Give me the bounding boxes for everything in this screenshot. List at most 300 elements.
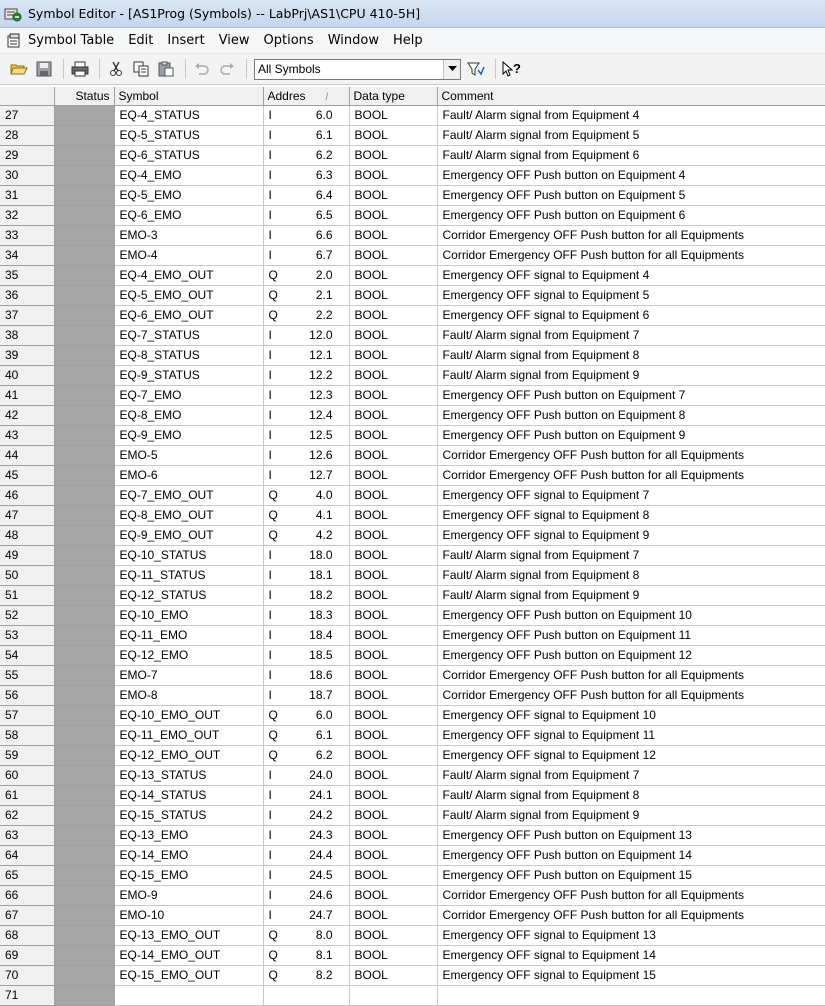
row-number[interactable]: 32: [0, 205, 54, 225]
address-cell[interactable]: [263, 625, 349, 645]
data-type-cell[interactable]: BOOL: [349, 485, 437, 505]
symbol-cell[interactable]: EQ-6_EMO: [114, 205, 263, 225]
context-help-icon[interactable]: [501, 58, 523, 80]
comment-cell[interactable]: Emergency OFF signal to Equipment 11: [437, 725, 825, 745]
comment-cell[interactable]: Emergency OFF signal to Equipment 4: [437, 265, 825, 285]
symbol-cell[interactable]: EQ-15_EMO: [114, 865, 263, 885]
table-row[interactable]: [0, 245, 825, 265]
comment-cell[interactable]: Fault/ Alarm signal from Equipment 8: [437, 785, 825, 805]
status-cell[interactable]: [54, 965, 114, 985]
table-row[interactable]: [0, 185, 825, 205]
address-cell[interactable]: [263, 785, 349, 805]
status-cell[interactable]: [54, 825, 114, 845]
symbol-cell[interactable]: EQ-9_STATUS: [114, 365, 263, 385]
status-cell[interactable]: [54, 645, 114, 665]
data-type-cell[interactable]: BOOL: [349, 425, 437, 445]
address-cell[interactable]: [263, 805, 349, 825]
chevron-down-icon[interactable]: [443, 60, 460, 79]
comment-cell[interactable]: Emergency OFF Push button on Equipment 4: [437, 165, 825, 185]
row-number[interactable]: 47: [0, 505, 54, 525]
address-cell[interactable]: [263, 425, 349, 445]
data-type-cell[interactable]: BOOL: [349, 785, 437, 805]
status-cell[interactable]: [54, 725, 114, 745]
address-cell[interactable]: [263, 645, 349, 665]
address-cell[interactable]: [263, 305, 349, 325]
comment-cell[interactable]: Emergency OFF Push button on Equipment 6: [437, 205, 825, 225]
data-type-cell[interactable]: BOOL: [349, 305, 437, 325]
row-number[interactable]: 41: [0, 385, 54, 405]
comment-cell[interactable]: Emergency OFF Push button on Equipment 7: [437, 385, 825, 405]
address-cell[interactable]: [263, 125, 349, 145]
symbol-cell[interactable]: EQ-14_EMO: [114, 845, 263, 865]
row-number[interactable]: 49: [0, 545, 54, 565]
data-type-cell[interactable]: BOOL: [349, 885, 437, 905]
comment-cell[interactable]: Fault/ Alarm signal from Equipment 7: [437, 765, 825, 785]
comment-cell[interactable]: Emergency OFF signal to Equipment 10: [437, 705, 825, 725]
address-cell[interactable]: [263, 445, 349, 465]
symbol-cell[interactable]: EQ-14_STATUS: [114, 785, 263, 805]
status-cell[interactable]: [54, 785, 114, 805]
table-row[interactable]: [0, 565, 825, 585]
comment-cell[interactable]: Fault/ Alarm signal from Equipment 8: [437, 565, 825, 585]
print-icon[interactable]: [69, 58, 91, 80]
column-header-symbol[interactable]: [114, 87, 263, 105]
data-type-cell[interactable]: BOOL: [349, 445, 437, 465]
symbol-cell[interactable]: EMO-7: [114, 665, 263, 685]
row-number[interactable]: 28: [0, 125, 54, 145]
symbol-cell[interactable]: EQ-12_STATUS: [114, 585, 263, 605]
menu-insert[interactable]: Insert: [167, 33, 205, 48]
symbol-cell[interactable]: EQ-12_EMO: [114, 645, 263, 665]
comment-cell[interactable]: Emergency OFF Push button on Equipment 15: [437, 865, 825, 885]
symbol-cell[interactable]: EMO-6: [114, 465, 263, 485]
document-icon[interactable]: [6, 33, 22, 49]
table-row[interactable]: [0, 685, 825, 705]
table-row[interactable]: [0, 645, 825, 665]
comment-cell[interactable]: Corridor Emergency OFF Push button for all Equipments: [437, 465, 825, 485]
comment-cell[interactable]: Emergency OFF Push button on Equipment 11: [437, 625, 825, 645]
status-cell[interactable]: [54, 105, 114, 125]
comment-cell[interactable]: Emergency OFF signal to Equipment 8: [437, 505, 825, 525]
status-cell[interactable]: [54, 865, 114, 885]
table-row[interactable]: [0, 665, 825, 685]
menu-window[interactable]: Window: [327, 33, 379, 48]
table-row[interactable]: [0, 385, 825, 405]
data-type-cell[interactable]: BOOL: [349, 965, 437, 985]
table-row[interactable]: [0, 625, 825, 645]
symbol-cell[interactable]: EQ-11_STATUS: [114, 565, 263, 585]
data-type-cell[interactable]: [349, 985, 437, 1005]
symbol-cell[interactable]: EQ-8_EMO_OUT: [114, 505, 263, 525]
status-cell[interactable]: [54, 465, 114, 485]
data-type-cell[interactable]: BOOL: [349, 705, 437, 725]
data-type-cell[interactable]: BOOL: [349, 745, 437, 765]
table-row[interactable]: [0, 105, 825, 125]
status-cell[interactable]: [54, 685, 114, 705]
symbol-cell[interactable]: EQ-12_EMO_OUT: [114, 745, 263, 765]
address-cell[interactable]: [263, 745, 349, 765]
data-type-cell[interactable]: BOOL: [349, 165, 437, 185]
comment-cell[interactable]: Corridor Emergency OFF Push button for all Equipments: [437, 225, 825, 245]
status-cell[interactable]: [54, 545, 114, 565]
symbol-cell[interactable]: EQ-8_EMO: [114, 405, 263, 425]
status-cell[interactable]: [54, 345, 114, 365]
address-cell[interactable]: [263, 285, 349, 305]
data-type-cell[interactable]: BOOL: [349, 505, 437, 525]
comment-cell[interactable]: Emergency OFF Push button on Equipment 9: [437, 425, 825, 445]
symbol-cell[interactable]: EQ-8_STATUS: [114, 345, 263, 365]
status-cell[interactable]: [54, 625, 114, 645]
symbol-cell[interactable]: EQ-4_EMO: [114, 165, 263, 185]
symbol-cell[interactable]: EQ-13_EMO: [114, 825, 263, 845]
data-type-cell[interactable]: BOOL: [349, 685, 437, 705]
table-row[interactable]: [0, 165, 825, 185]
status-cell[interactable]: [54, 605, 114, 625]
data-type-cell[interactable]: BOOL: [349, 765, 437, 785]
row-number[interactable]: 27: [0, 105, 54, 125]
comment-cell[interactable]: Fault/ Alarm signal from Equipment 4: [437, 105, 825, 125]
status-cell[interactable]: [54, 125, 114, 145]
table-row[interactable]: [0, 605, 825, 625]
table-row[interactable]: [0, 705, 825, 725]
address-cell[interactable]: [263, 465, 349, 485]
column-header-data-type[interactable]: [349, 87, 437, 105]
table-row[interactable]: [0, 505, 825, 525]
comment-cell[interactable]: Fault/ Alarm signal from Equipment 9: [437, 805, 825, 825]
comment-cell[interactable]: Emergency OFF Push button on Equipment 8: [437, 405, 825, 425]
row-number[interactable]: 52: [0, 605, 54, 625]
table-row[interactable]: [0, 365, 825, 385]
comment-cell[interactable]: Emergency OFF signal to Equipment 5: [437, 285, 825, 305]
table-row[interactable]: [0, 985, 825, 1005]
status-cell[interactable]: [54, 585, 114, 605]
table-row[interactable]: [0, 785, 825, 805]
row-number[interactable]: 45: [0, 465, 54, 485]
row-number[interactable]: 33: [0, 225, 54, 245]
data-type-cell[interactable]: BOOL: [349, 725, 437, 745]
table-row[interactable]: [0, 145, 825, 165]
data-type-cell[interactable]: BOOL: [349, 905, 437, 925]
address-cell[interactable]: [263, 565, 349, 585]
comment-cell[interactable]: Fault/ Alarm signal from Equipment 6: [437, 145, 825, 165]
data-type-cell[interactable]: BOOL: [349, 245, 437, 265]
address-cell[interactable]: [263, 885, 349, 905]
undo-icon[interactable]: [191, 58, 213, 80]
symbol-cell[interactable]: EMO-8: [114, 685, 263, 705]
row-number[interactable]: 35: [0, 265, 54, 285]
symbol-cell[interactable]: EMO-5: [114, 445, 263, 465]
symbol-filter-select[interactable]: [254, 59, 461, 80]
status-cell[interactable]: [54, 485, 114, 505]
status-cell[interactable]: [54, 665, 114, 685]
table-row[interactable]: [0, 885, 825, 905]
address-cell[interactable]: [263, 225, 349, 245]
column-header-address[interactable]: [263, 87, 349, 105]
comment-cell[interactable]: Emergency OFF Push button on Equipment 13: [437, 825, 825, 845]
data-type-cell[interactable]: BOOL: [349, 185, 437, 205]
comment-cell[interactable]: Emergency OFF Push button on Equipment 12: [437, 645, 825, 665]
data-type-cell[interactable]: BOOL: [349, 325, 437, 345]
table-row[interactable]: [0, 925, 825, 945]
address-cell[interactable]: [263, 505, 349, 525]
status-cell[interactable]: [54, 905, 114, 925]
address-cell[interactable]: [263, 485, 349, 505]
address-cell[interactable]: [263, 205, 349, 225]
symbol-cell[interactable]: EQ-6_STATUS: [114, 145, 263, 165]
data-type-cell[interactable]: BOOL: [349, 365, 437, 385]
status-cell[interactable]: [54, 745, 114, 765]
row-number[interactable]: 53: [0, 625, 54, 645]
status-cell[interactable]: [54, 925, 114, 945]
table-row[interactable]: [0, 945, 825, 965]
comment-cell[interactable]: Fault/ Alarm signal from Equipment 8: [437, 345, 825, 365]
status-cell[interactable]: [54, 145, 114, 165]
row-number[interactable]: 59: [0, 745, 54, 765]
menu-view[interactable]: View: [218, 33, 250, 48]
status-cell[interactable]: [54, 845, 114, 865]
data-type-cell[interactable]: BOOL: [349, 225, 437, 245]
comment-cell[interactable]: Corridor Emergency OFF Push button for all Equipments: [437, 905, 825, 925]
address-cell[interactable]: [263, 525, 349, 545]
status-cell[interactable]: [54, 265, 114, 285]
filter-icon[interactable]: [465, 58, 487, 80]
table-row[interactable]: [0, 765, 825, 785]
symbol-cell[interactable]: EQ-4_EMO_OUT: [114, 265, 263, 285]
row-number[interactable]: 34: [0, 245, 54, 265]
save-icon[interactable]: [33, 58, 55, 80]
row-number[interactable]: 31: [0, 185, 54, 205]
table-row[interactable]: [0, 125, 825, 145]
column-header-status[interactable]: [54, 87, 114, 105]
table-row[interactable]: [0, 545, 825, 565]
comment-cell[interactable]: Emergency OFF signal to Equipment 13: [437, 925, 825, 945]
table-row[interactable]: [0, 825, 825, 845]
address-cell[interactable]: [263, 145, 349, 165]
address-cell[interactable]: [263, 385, 349, 405]
symbol-cell[interactable]: EQ-13_STATUS: [114, 765, 263, 785]
symbol-cell[interactable]: EQ-9_EMO: [114, 425, 263, 445]
row-number[interactable]: 37: [0, 305, 54, 325]
address-cell[interactable]: [263, 925, 349, 945]
symbol-cell[interactable]: EQ-14_EMO_OUT: [114, 945, 263, 965]
address-cell[interactable]: [263, 105, 349, 125]
status-cell[interactable]: [54, 765, 114, 785]
data-type-cell[interactable]: BOOL: [349, 825, 437, 845]
address-cell[interactable]: [263, 585, 349, 605]
table-row[interactable]: [0, 745, 825, 765]
row-number[interactable]: 36: [0, 285, 54, 305]
row-number[interactable]: 68: [0, 925, 54, 945]
table-row[interactable]: [0, 325, 825, 345]
data-type-cell[interactable]: BOOL: [349, 585, 437, 605]
address-cell[interactable]: [263, 165, 349, 185]
comment-cell[interactable]: Fault/ Alarm signal from Equipment 7: [437, 325, 825, 345]
symbol-cell[interactable]: EQ-7_STATUS: [114, 325, 263, 345]
symbol-cell[interactable]: EQ-5_EMO: [114, 185, 263, 205]
table-row[interactable]: [0, 345, 825, 365]
comment-cell[interactable]: Emergency OFF Push button on Equipment 10: [437, 605, 825, 625]
symbol-cell[interactable]: EQ-15_EMO_OUT: [114, 965, 263, 985]
address-cell[interactable]: [263, 825, 349, 845]
data-type-cell[interactable]: BOOL: [349, 545, 437, 565]
redo-icon[interactable]: [216, 58, 238, 80]
row-number[interactable]: 56: [0, 685, 54, 705]
address-cell[interactable]: [263, 685, 349, 705]
address-cell[interactable]: [263, 965, 349, 985]
symbol-cell[interactable]: EQ-7_EMO_OUT: [114, 485, 263, 505]
status-cell[interactable]: [54, 885, 114, 905]
status-cell[interactable]: [54, 165, 114, 185]
address-cell[interactable]: [263, 725, 349, 745]
symbol-cell[interactable]: EQ-9_EMO_OUT: [114, 525, 263, 545]
row-number[interactable]: 66: [0, 885, 54, 905]
row-number[interactable]: 67: [0, 905, 54, 925]
comment-cell[interactable]: Emergency OFF signal to Equipment 12: [437, 745, 825, 765]
row-number[interactable]: 71: [0, 985, 54, 1005]
table-row[interactable]: [0, 405, 825, 425]
table-row[interactable]: [0, 725, 825, 745]
comment-cell[interactable]: Fault/ Alarm signal from Equipment 9: [437, 365, 825, 385]
table-row[interactable]: [0, 285, 825, 305]
data-type-cell[interactable]: BOOL: [349, 465, 437, 485]
data-type-cell[interactable]: BOOL: [349, 125, 437, 145]
status-cell[interactable]: [54, 705, 114, 725]
row-number[interactable]: 50: [0, 565, 54, 585]
row-number[interactable]: 70: [0, 965, 54, 985]
data-type-cell[interactable]: BOOL: [349, 665, 437, 685]
menu-edit[interactable]: Edit: [128, 33, 154, 48]
symbol-cell[interactable]: EQ-4_STATUS: [114, 105, 263, 125]
row-number[interactable]: 55: [0, 665, 54, 685]
status-cell[interactable]: [54, 805, 114, 825]
row-number[interactable]: 30: [0, 165, 54, 185]
data-type-cell[interactable]: BOOL: [349, 405, 437, 425]
data-type-cell[interactable]: BOOL: [349, 145, 437, 165]
comment-cell[interactable]: Corridor Emergency OFF Push button for all Equipments: [437, 885, 825, 905]
comment-cell[interactable]: Emergency OFF signal to Equipment 14: [437, 945, 825, 965]
data-type-cell[interactable]: BOOL: [349, 345, 437, 365]
status-cell[interactable]: [54, 205, 114, 225]
row-number[interactable]: 57: [0, 705, 54, 725]
status-cell[interactable]: [54, 305, 114, 325]
row-number[interactable]: 64: [0, 845, 54, 865]
data-type-cell[interactable]: BOOL: [349, 625, 437, 645]
address-cell[interactable]: [263, 665, 349, 685]
row-number[interactable]: 29: [0, 145, 54, 165]
symbol-cell[interactable]: EQ-11_EMO: [114, 625, 263, 645]
data-type-cell[interactable]: BOOL: [349, 605, 437, 625]
table-row[interactable]: [0, 805, 825, 825]
table-row[interactable]: [0, 965, 825, 985]
row-number[interactable]: 62: [0, 805, 54, 825]
row-number[interactable]: 40: [0, 365, 54, 385]
symbol-cell[interactable]: EQ-10_EMO: [114, 605, 263, 625]
copy-icon[interactable]: [130, 58, 152, 80]
address-cell[interactable]: [263, 405, 349, 425]
status-cell[interactable]: [54, 445, 114, 465]
row-number-header[interactable]: [0, 87, 54, 105]
address-cell[interactable]: [263, 185, 349, 205]
comment-cell[interactable]: Corridor Emergency OFF Push button for all Equipments: [437, 665, 825, 685]
row-number[interactable]: 60: [0, 765, 54, 785]
symbol-cell[interactable]: EQ-6_EMO_OUT: [114, 305, 263, 325]
address-cell[interactable]: [263, 845, 349, 865]
comment-cell[interactable]: Fault/ Alarm signal from Equipment 5: [437, 125, 825, 145]
status-cell[interactable]: [54, 565, 114, 585]
status-cell[interactable]: [54, 425, 114, 445]
comment-cell[interactable]: Emergency OFF Push button on Equipment 14: [437, 845, 825, 865]
table-row[interactable]: [0, 265, 825, 285]
symbol-cell[interactable]: EQ-11_EMO_OUT: [114, 725, 263, 745]
comment-cell[interactable]: Corridor Emergency OFF Push button for all Equipments: [437, 445, 825, 465]
menu-help[interactable]: Help: [392, 33, 423, 48]
address-cell[interactable]: [263, 605, 349, 625]
comment-cell[interactable]: Corridor Emergency OFF Push button for all Equipments: [437, 245, 825, 265]
status-cell[interactable]: [54, 505, 114, 525]
table-row[interactable]: [0, 485, 825, 505]
table-row[interactable]: [0, 465, 825, 485]
comment-cell[interactable]: Emergency OFF signal to Equipment 6: [437, 305, 825, 325]
comment-cell[interactable]: Emergency OFF signal to Equipment 7: [437, 485, 825, 505]
symbol-cell[interactable]: [114, 985, 263, 1005]
paste-icon[interactable]: [155, 58, 177, 80]
row-number[interactable]: 51: [0, 585, 54, 605]
data-type-cell[interactable]: BOOL: [349, 105, 437, 125]
status-cell[interactable]: [54, 325, 114, 345]
symbol-cell[interactable]: EMO-9: [114, 885, 263, 905]
symbol-cell[interactable]: EMO-3: [114, 225, 263, 245]
table-row[interactable]: [0, 225, 825, 245]
symbol-cell[interactable]: EQ-10_STATUS: [114, 545, 263, 565]
data-type-cell[interactable]: BOOL: [349, 865, 437, 885]
comment-cell[interactable]: Corridor Emergency OFF Push button for all Equipments: [437, 685, 825, 705]
data-type-cell[interactable]: BOOL: [349, 565, 437, 585]
row-number[interactable]: 43: [0, 425, 54, 445]
row-number[interactable]: 61: [0, 785, 54, 805]
row-number[interactable]: 39: [0, 345, 54, 365]
symbol-cell[interactable]: EMO-4: [114, 245, 263, 265]
menu-symbol-table[interactable]: Symbol Table: [28, 33, 115, 48]
address-cell[interactable]: [263, 245, 349, 265]
address-cell[interactable]: [263, 865, 349, 885]
table-row[interactable]: [0, 845, 825, 865]
row-number[interactable]: 48: [0, 525, 54, 545]
status-cell[interactable]: [54, 225, 114, 245]
status-cell[interactable]: [54, 405, 114, 425]
symbol-cell[interactable]: EQ-15_STATUS: [114, 805, 263, 825]
table-row[interactable]: [0, 585, 825, 605]
table-row[interactable]: [0, 905, 825, 925]
menu-options[interactable]: Options: [263, 33, 314, 48]
data-type-cell[interactable]: BOOL: [349, 845, 437, 865]
row-number[interactable]: 38: [0, 325, 54, 345]
table-row[interactable]: [0, 425, 825, 445]
comment-cell[interactable]: [437, 985, 825, 1005]
row-number[interactable]: 69: [0, 945, 54, 965]
address-cell[interactable]: [263, 985, 349, 1005]
cut-icon[interactable]: [105, 58, 127, 80]
address-cell[interactable]: [263, 765, 349, 785]
table-row[interactable]: [0, 865, 825, 885]
address-cell[interactable]: [263, 545, 349, 565]
comment-cell[interactable]: Emergency OFF signal to Equipment 9: [437, 525, 825, 545]
table-row[interactable]: [0, 305, 825, 325]
data-type-cell[interactable]: BOOL: [349, 285, 437, 305]
comment-cell[interactable]: Fault/ Alarm signal from Equipment 7: [437, 545, 825, 565]
data-type-cell[interactable]: BOOL: [349, 205, 437, 225]
symbol-cell[interactable]: EQ-5_STATUS: [114, 125, 263, 145]
row-number[interactable]: 63: [0, 825, 54, 845]
